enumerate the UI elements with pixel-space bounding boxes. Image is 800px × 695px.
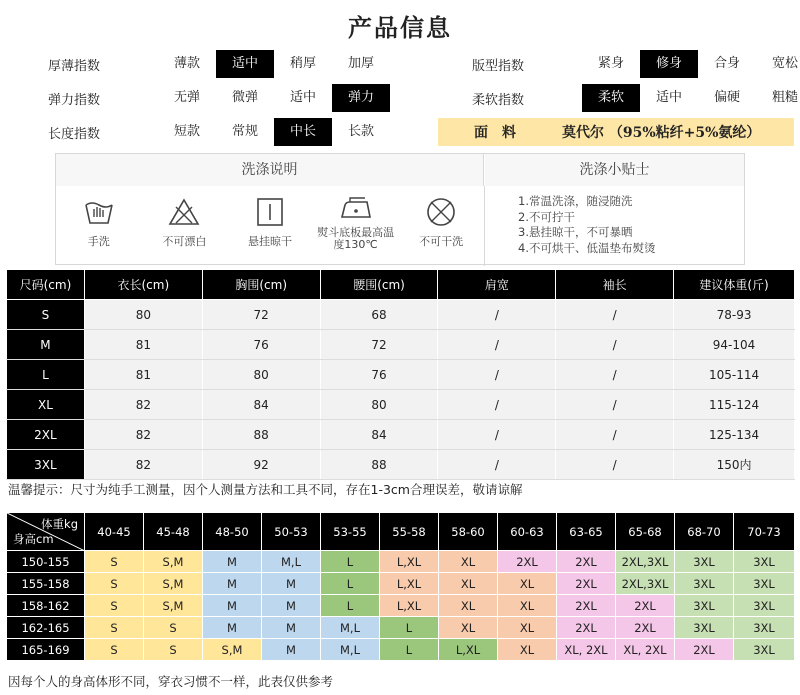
attribute-option: 适中 [289,90,316,105]
corner-height-label: 身高cm [13,532,54,546]
attribute-label: 弹力指数 [48,92,101,108]
fit-cell: XL [498,595,557,617]
fit-cell: M [203,573,262,595]
height-label: 155-158 [7,573,85,595]
fit-cell: L,XL [380,595,439,617]
fit-cell: S,M [203,639,262,661]
size-label: S [7,300,85,330]
tip-item: 2.不可拧干 [518,209,575,224]
size-cell: 81 [84,330,202,360]
attribute-option: 紧身 [597,56,624,71]
size-column-header: 胸围(cm) [202,270,320,300]
fit-cell: L,XL [380,573,439,595]
fit-cell: M,L [321,639,380,661]
weight-column-header: 48-50 [203,513,262,551]
fit-cell: M,L [321,617,380,639]
fit-cell: 3XL [675,573,734,595]
size-cell: 78-93 [674,300,795,330]
size-note: 温馨提示：尺寸为纯手工测量，因个人测量方法和工具不同，存在1-3cm合理误差，敬请谅解 [8,482,523,497]
attribute-option: 微弹 [231,90,258,105]
care-tips [518,194,655,256]
care-item-hand-wash [56,187,142,265]
weight-column-header: 68-70 [675,513,734,551]
no-bleach-icon [167,195,201,229]
iron-icon [339,195,373,223]
fit-cell: 2XL [616,617,675,639]
size-cell: / [438,390,556,420]
care-header: 洗涤说明 [56,154,484,186]
care-label: 手洗 [87,235,110,248]
table-row [7,330,795,360]
fit-cell: XL, 2XL [557,639,616,661]
fit-corner [7,513,85,551]
tip-item: 4.不可烘干、低温垫布熨烫 [518,240,656,255]
fit-cell: S [85,573,144,595]
fit-cell: S [85,551,144,573]
tips-header: 洗涤小贴士 [485,154,744,186]
table-row [7,390,795,420]
attribute-row [48,50,390,78]
fit-cell: S,M [144,573,203,595]
size-cell: / [556,390,674,420]
size-cell: 81 [84,360,202,390]
size-cell: 92 [202,450,320,480]
fit-cell: 2XL [616,595,675,617]
fit-cell: XL [498,617,557,639]
size-cell: 105-114 [674,360,795,390]
size-cell: 150内 [674,450,795,480]
size-cell: 76 [202,330,320,360]
fit-cell: L [321,551,380,573]
fit-table-header [7,513,795,551]
weight-column-header: 63-65 [557,513,616,551]
size-cell: 88 [320,450,438,480]
weight-column-header: 53-55 [321,513,380,551]
attribute-option: 短款 [173,124,200,139]
attribute-option: 偏硬 [713,90,740,105]
weight-column-header: 65-68 [616,513,675,551]
fit-cell: L [321,595,380,617]
attribute-option: 适中 [655,90,682,105]
fabric-label: 面 料 [474,125,516,141]
size-label: M [7,330,85,360]
fit-cell: XL [498,573,557,595]
fit-cell: M [203,617,262,639]
fit-cell: M [262,595,321,617]
fit-cell: 3XL [675,595,734,617]
table-row [7,300,795,330]
care-item-hang-dry [227,187,313,265]
fabric-banner [438,118,794,146]
fit-cell: XL [439,595,498,617]
attribute-row [48,118,390,146]
attribute-option: 稍厚 [289,56,316,71]
fit-cell: S [144,639,203,661]
attribute-option: 加厚 [347,56,374,71]
size-column-header: 衣长(cm) [84,270,202,300]
size-cell: / [556,300,674,330]
weight-column-header: 45-48 [144,513,203,551]
fit-cell: 3XL [734,595,795,617]
size-cell: 84 [202,390,320,420]
height-label: 150-155 [7,551,85,573]
page-title: 产品信息 [348,13,452,42]
attribute-option: 中长 [274,118,332,146]
fabric-value: 莫代尔 （95%粘纤+5%氨纶） [562,125,761,141]
size-cell: 125-134 [674,420,795,450]
size-cell: 80 [84,300,202,330]
weight-column-header: 55-58 [380,513,439,551]
fit-cell: S,M [144,595,203,617]
care-item-no-dry-clean [398,187,484,265]
attribute-option: 宽松 [771,56,798,71]
attribute-label: 厚薄指数 [48,58,101,74]
no-dry-clean-icon [424,195,458,229]
attribute-label: 柔软指数 [472,92,525,108]
size-cell: / [556,450,674,480]
fit-cell: 2XL [675,639,734,661]
size-label: 2XL [7,420,85,450]
fit-cell: L [321,573,380,595]
fit-table [6,512,795,661]
table-row [7,617,795,639]
care-panel [55,153,745,265]
hang-dry-icon [253,195,287,229]
fit-cell: 3XL [734,551,795,573]
size-cell: / [438,420,556,450]
fit-cell: 2XL,3XL [616,573,675,595]
attribute-option: 合身 [713,56,740,71]
fit-cell: L [380,639,439,661]
fit-cell: 3XL [675,551,734,573]
fit-cell: 2XL,3XL [616,551,675,573]
attribute-row [472,50,800,78]
care-label: 不可漂白 [162,235,207,248]
fit-cell: 2XL [557,551,616,573]
care-icons [56,187,484,265]
fit-cell: 2XL [557,595,616,617]
fit-cell: S,M [144,551,203,573]
tip-item: 3.悬挂晾干，不可暴晒 [518,225,633,239]
size-column-header: 建议体重(斤) [674,270,795,300]
care-label: 不可干洗 [419,235,464,248]
size-cell: / [556,420,674,450]
fit-cell: M,L [262,551,321,573]
fit-cell: 2XL [498,551,557,573]
fit-cell: M [262,573,321,595]
attribute-option: 粗糙 [771,90,798,105]
weight-column-header: 50-53 [262,513,321,551]
fit-cell: 3XL [734,573,795,595]
size-cell: 80 [320,390,438,420]
size-cell: / [556,360,674,390]
fit-cell: XL [498,639,557,661]
attribute-row [48,84,390,112]
attribute-option: 柔软 [582,84,640,112]
size-label: 3XL [7,450,85,480]
size-cell: / [438,450,556,480]
height-label: 158-162 [7,595,85,617]
height-label: 165-169 [7,639,85,661]
attribute-option: 常规 [231,124,258,139]
attribute-option: 修身 [640,50,698,78]
size-cell: 80 [202,360,320,390]
size-cell: 76 [320,360,438,390]
fit-cell: S [85,639,144,661]
fit-cell: S [144,617,203,639]
size-cell: 82 [84,390,202,420]
fit-cell: L,XL [439,639,498,661]
size-label: XL [7,390,85,420]
fit-cell: 3XL [734,617,795,639]
care-item-iron [313,187,399,265]
fit-note: 因每个人的身高体形不同，穿衣习惯不一样，此表仅供参考 [8,674,334,689]
table-row [7,360,795,390]
size-cell: 84 [320,420,438,450]
care-label: 熨斗底板最高温度130℃ [317,226,395,251]
attribute-option: 无弹 [173,90,200,105]
fit-cell: M [203,595,262,617]
attribute-option: 薄款 [173,56,200,71]
fit-cell: M [262,617,321,639]
care-label: 悬挂晾干 [247,235,292,248]
fit-cell: 3XL [734,639,795,661]
fit-cell: S [85,595,144,617]
size-label: L [7,360,85,390]
fit-cell: XL [439,551,498,573]
attribute-option: 弹力 [332,84,390,112]
care-item-no-bleach [142,187,228,265]
size-cell: 94-104 [674,330,795,360]
size-cell: 72 [320,330,438,360]
size-column-header: 袖长 [556,270,674,300]
fit-cell: XL [439,617,498,639]
table-row [7,450,795,480]
hand-wash-icon [82,195,116,229]
attribute-label: 版型指数 [472,58,525,74]
attribute-row [472,84,800,112]
table-row [7,551,795,573]
size-cell: 82 [84,420,202,450]
size-cell: / [438,330,556,360]
table-row [7,573,795,595]
fit-cell: M [262,639,321,661]
size-cell: 115-124 [674,390,795,420]
table-row [7,639,795,661]
height-label: 162-165 [7,617,85,639]
attribute-option: 适中 [216,50,274,78]
size-cell: 82 [84,450,202,480]
fit-cell: XL, 2XL [616,639,675,661]
size-cell: 72 [202,300,320,330]
tip-item: 1.常温洗涤，随浸随洗 [518,194,633,208]
table-row [7,420,795,450]
weight-column-header: 70-73 [734,513,795,551]
weight-column-header: 40-45 [85,513,144,551]
size-column-header: 肩宽 [438,270,556,300]
corner-weight-label: 体重kg [41,517,78,531]
size-column-header: 尺码(cm) [7,270,85,300]
fit-cell: L [380,617,439,639]
size-cell: 88 [202,420,320,450]
size-table-header [7,270,795,300]
fit-cell: XL [439,573,498,595]
size-cell: / [438,360,556,390]
attribute-label: 长度指数 [48,126,101,142]
size-cell: 68 [320,300,438,330]
weight-column-header: 58-60 [439,513,498,551]
size-cell: / [556,330,674,360]
table-row [7,595,795,617]
size-column-header: 腰围(cm) [320,270,438,300]
fit-cell: 2XL [557,573,616,595]
fit-cell: S [85,617,144,639]
fit-cell: 2XL [557,617,616,639]
attribute-option: 长款 [347,124,374,139]
weight-column-header: 60-63 [498,513,557,551]
fit-cell: L,XL [380,551,439,573]
fit-cell: 3XL [675,617,734,639]
fit-cell: M [203,551,262,573]
size-cell: / [438,300,556,330]
size-table [6,269,795,480]
